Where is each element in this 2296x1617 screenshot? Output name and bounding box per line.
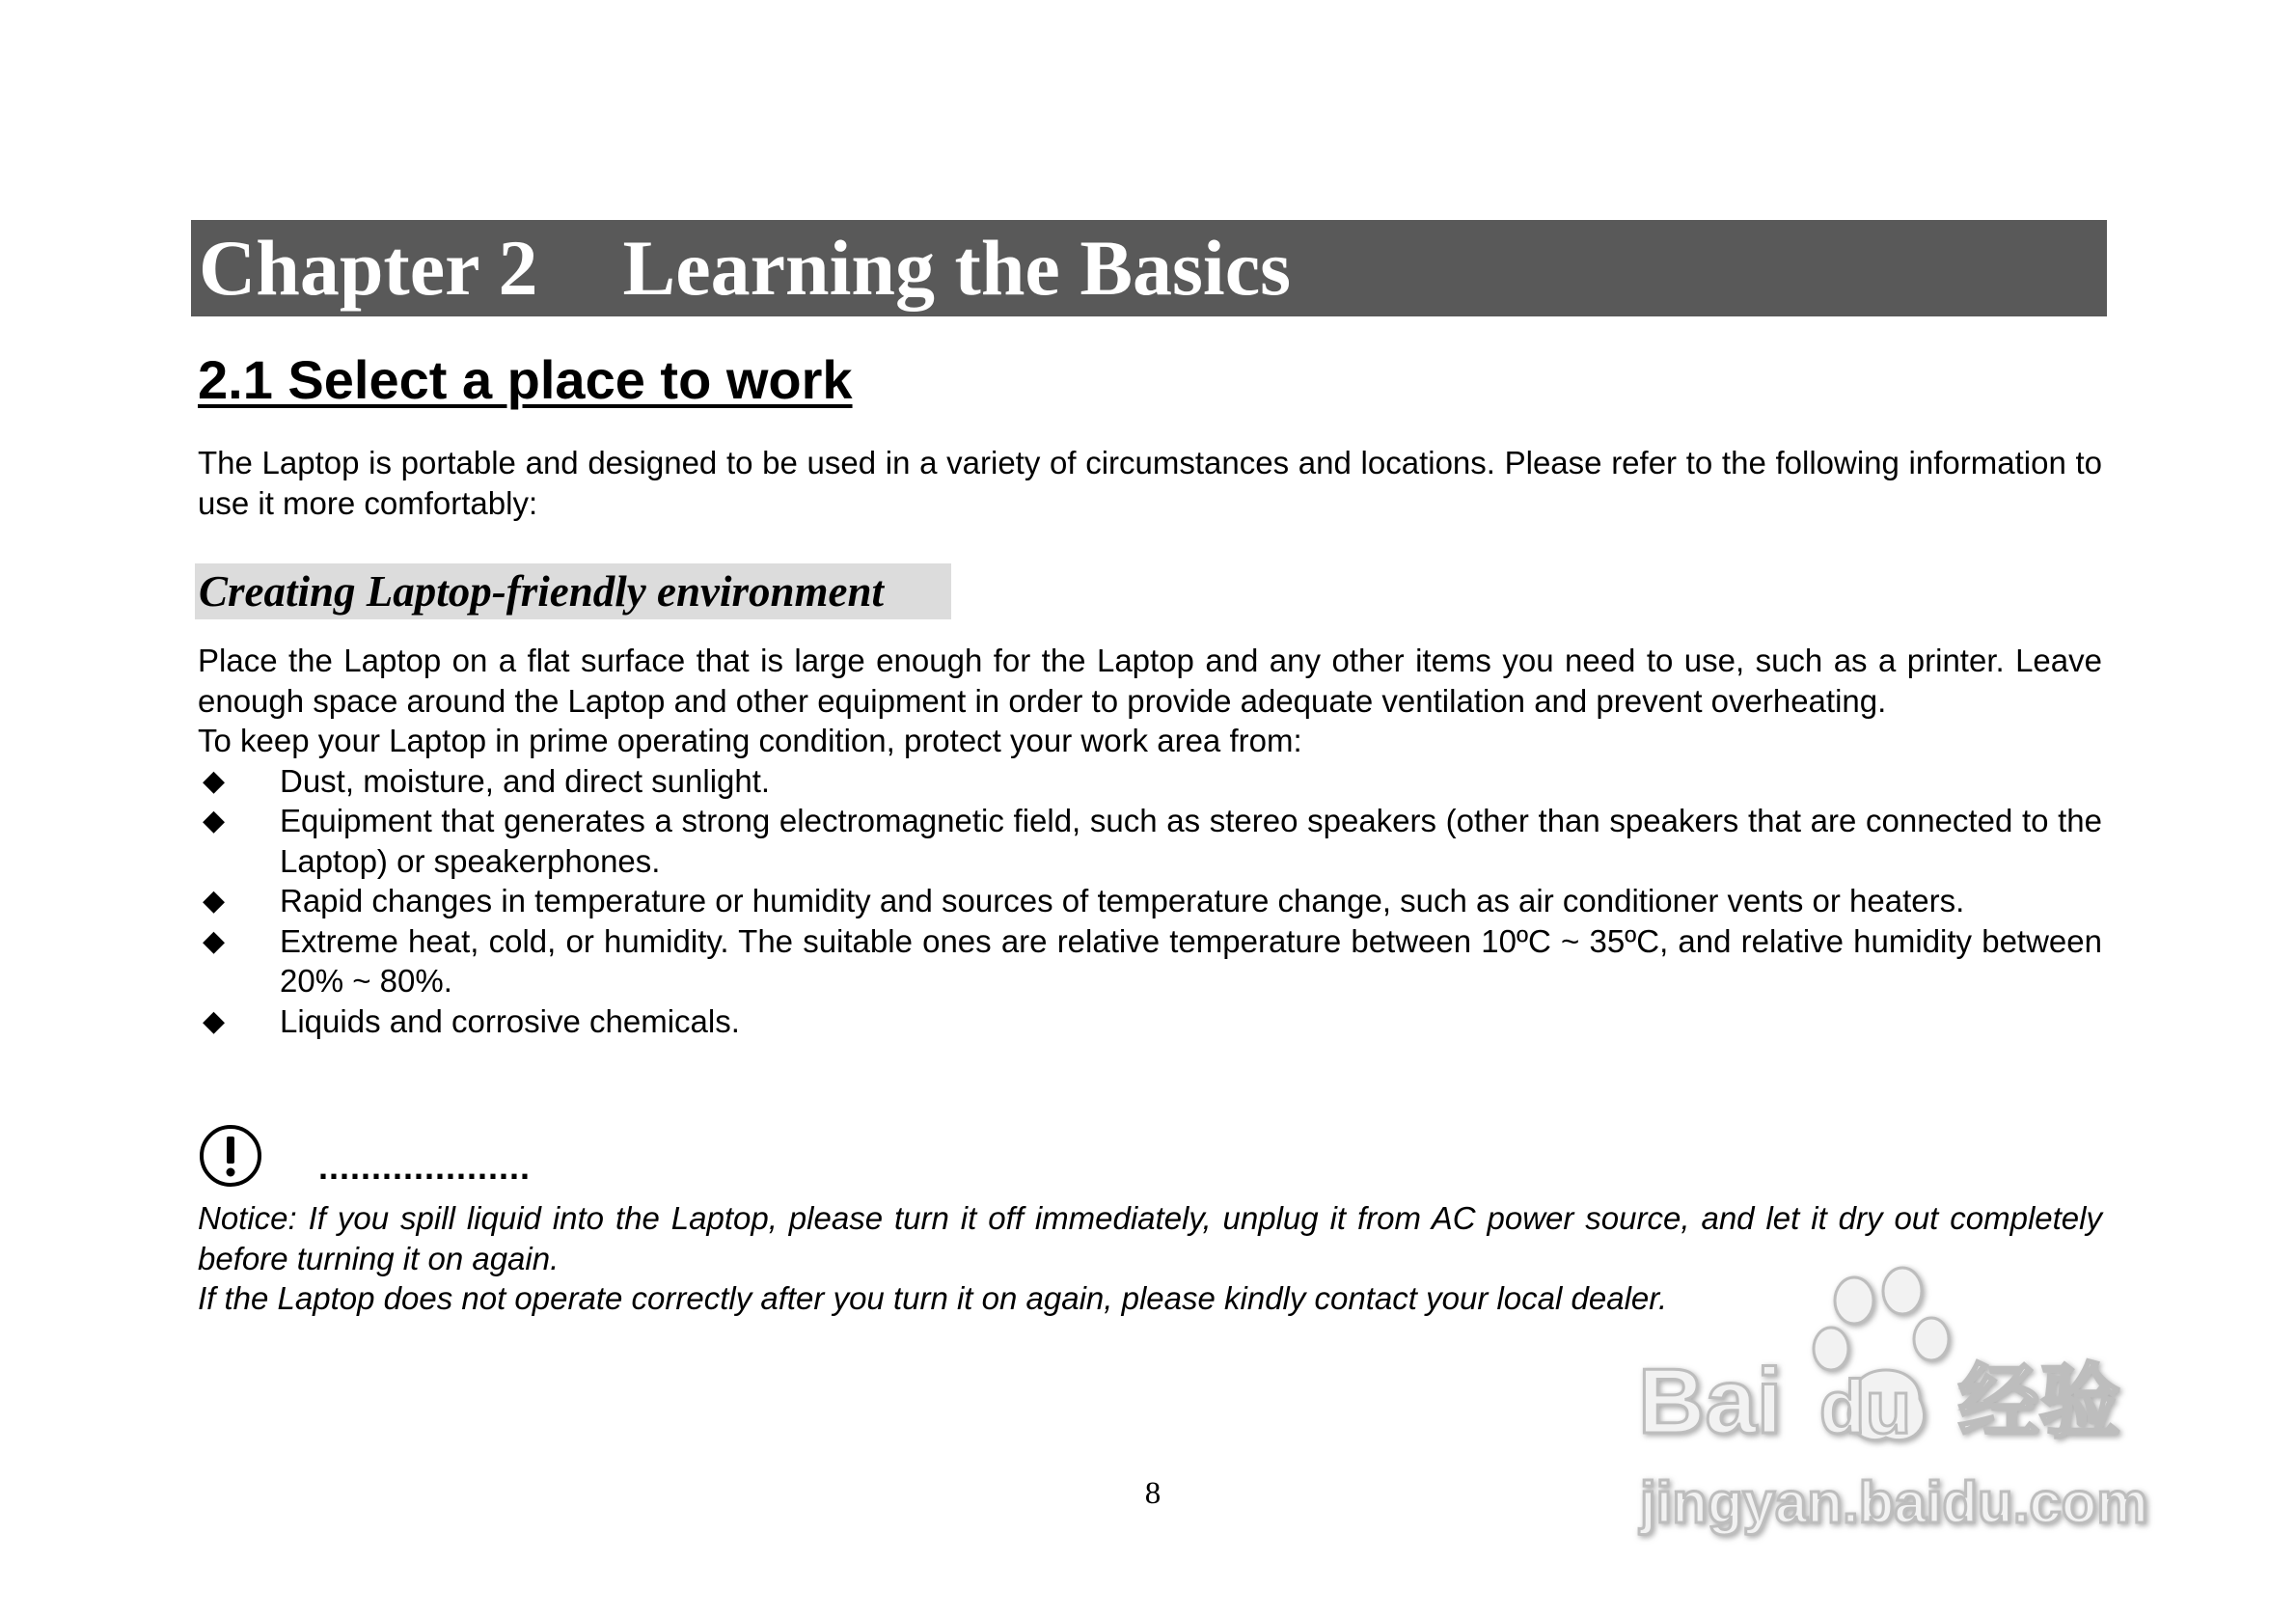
list-item-text: Liquids and corrosive chemicals. bbox=[280, 1002, 740, 1039]
notice-line-dealer: If the Laptop does not operate correctly after you turn it on again, please kindly contact your local dealer. bbox=[198, 1280, 1668, 1316]
notice-line-spill: Notice: If you spill liquid into the Laptop, please turn it off immediately, unplug it from AC power source, and let it dry out completely before turning it on again. bbox=[198, 1200, 2102, 1276]
svg-text:du: du bbox=[1819, 1364, 1912, 1449]
chapter-banner bbox=[191, 220, 2107, 316]
diamond-bullet-icon: ◆ bbox=[203, 885, 226, 917]
diamond-bullet-icon: ◆ bbox=[203, 924, 226, 957]
section-title: 2.1 Select a place to work bbox=[198, 349, 853, 410]
svg-text:Bai: Bai bbox=[1638, 1350, 1783, 1453]
list-item bbox=[198, 801, 2102, 881]
protection-list bbox=[198, 761, 2102, 1042]
watermark-url-text: jingyan.baidu.com bbox=[1640, 1470, 2148, 1535]
list-item-text: Rapid changes in temperature or humidity and sources of temperature change, such as air conditioner vents or heaters. bbox=[280, 883, 1965, 918]
list-item bbox=[198, 921, 2102, 1001]
chapter-heading bbox=[199, 220, 2107, 316]
list-item bbox=[198, 881, 2102, 921]
list-item-text: Extreme heat, cold, or humidity. The suitable ones are relative temperature between 10ºC ~ 35ºC, and relative humidity between 20% ~ 80%. bbox=[280, 922, 2102, 999]
exclamation-circle-icon bbox=[198, 1123, 263, 1189]
list-item bbox=[198, 1001, 2102, 1042]
chapter-title: Learning the Basics bbox=[622, 224, 1292, 312]
subsection-heading bbox=[195, 563, 951, 619]
paragraph-protect: To keep your Laptop in prime operating condition, protect your work area from: bbox=[198, 723, 1302, 758]
diamond-bullet-icon: ◆ bbox=[203, 805, 226, 836]
section-intro: The Laptop is portable and designed to be used in a variety of circumstances and locations. Please refer to the following information to use it more comfortably: bbox=[198, 445, 2102, 521]
paragraph-placement: Place the Laptop on a flat surface that is large enough for the Laptop and any other items you need to use, such as a printer. Leave enough space around the Laptop and other equipment in order to provide adequate ventilation and prevent overheating. bbox=[198, 643, 2102, 719]
list-item-text: Dust, moisture, and direct sunlight. bbox=[280, 762, 771, 799]
subsection-title: Creating Laptop-friendly environment bbox=[199, 567, 885, 616]
notice-dots: .................... bbox=[318, 1147, 532, 1187]
diamond-bullet-icon: ◆ bbox=[203, 764, 226, 797]
page-number: 8 bbox=[1144, 1476, 1162, 1511]
chapter-number: Chapter 2 bbox=[199, 224, 538, 312]
watermark-cn-text: 经验 bbox=[1958, 1355, 2121, 1449]
diamond-bullet-icon: ◆ bbox=[203, 1004, 226, 1037]
list-item-text: Equipment that generates a strong electromagnetic field, such as stereo speakers (other than speakers that are connected to the Laptop) or speakerphones. bbox=[280, 803, 2102, 879]
baidu-watermark-logo bbox=[1630, 1264, 2171, 1553]
list-item bbox=[198, 761, 2102, 802]
environment-content bbox=[198, 641, 2102, 1041]
